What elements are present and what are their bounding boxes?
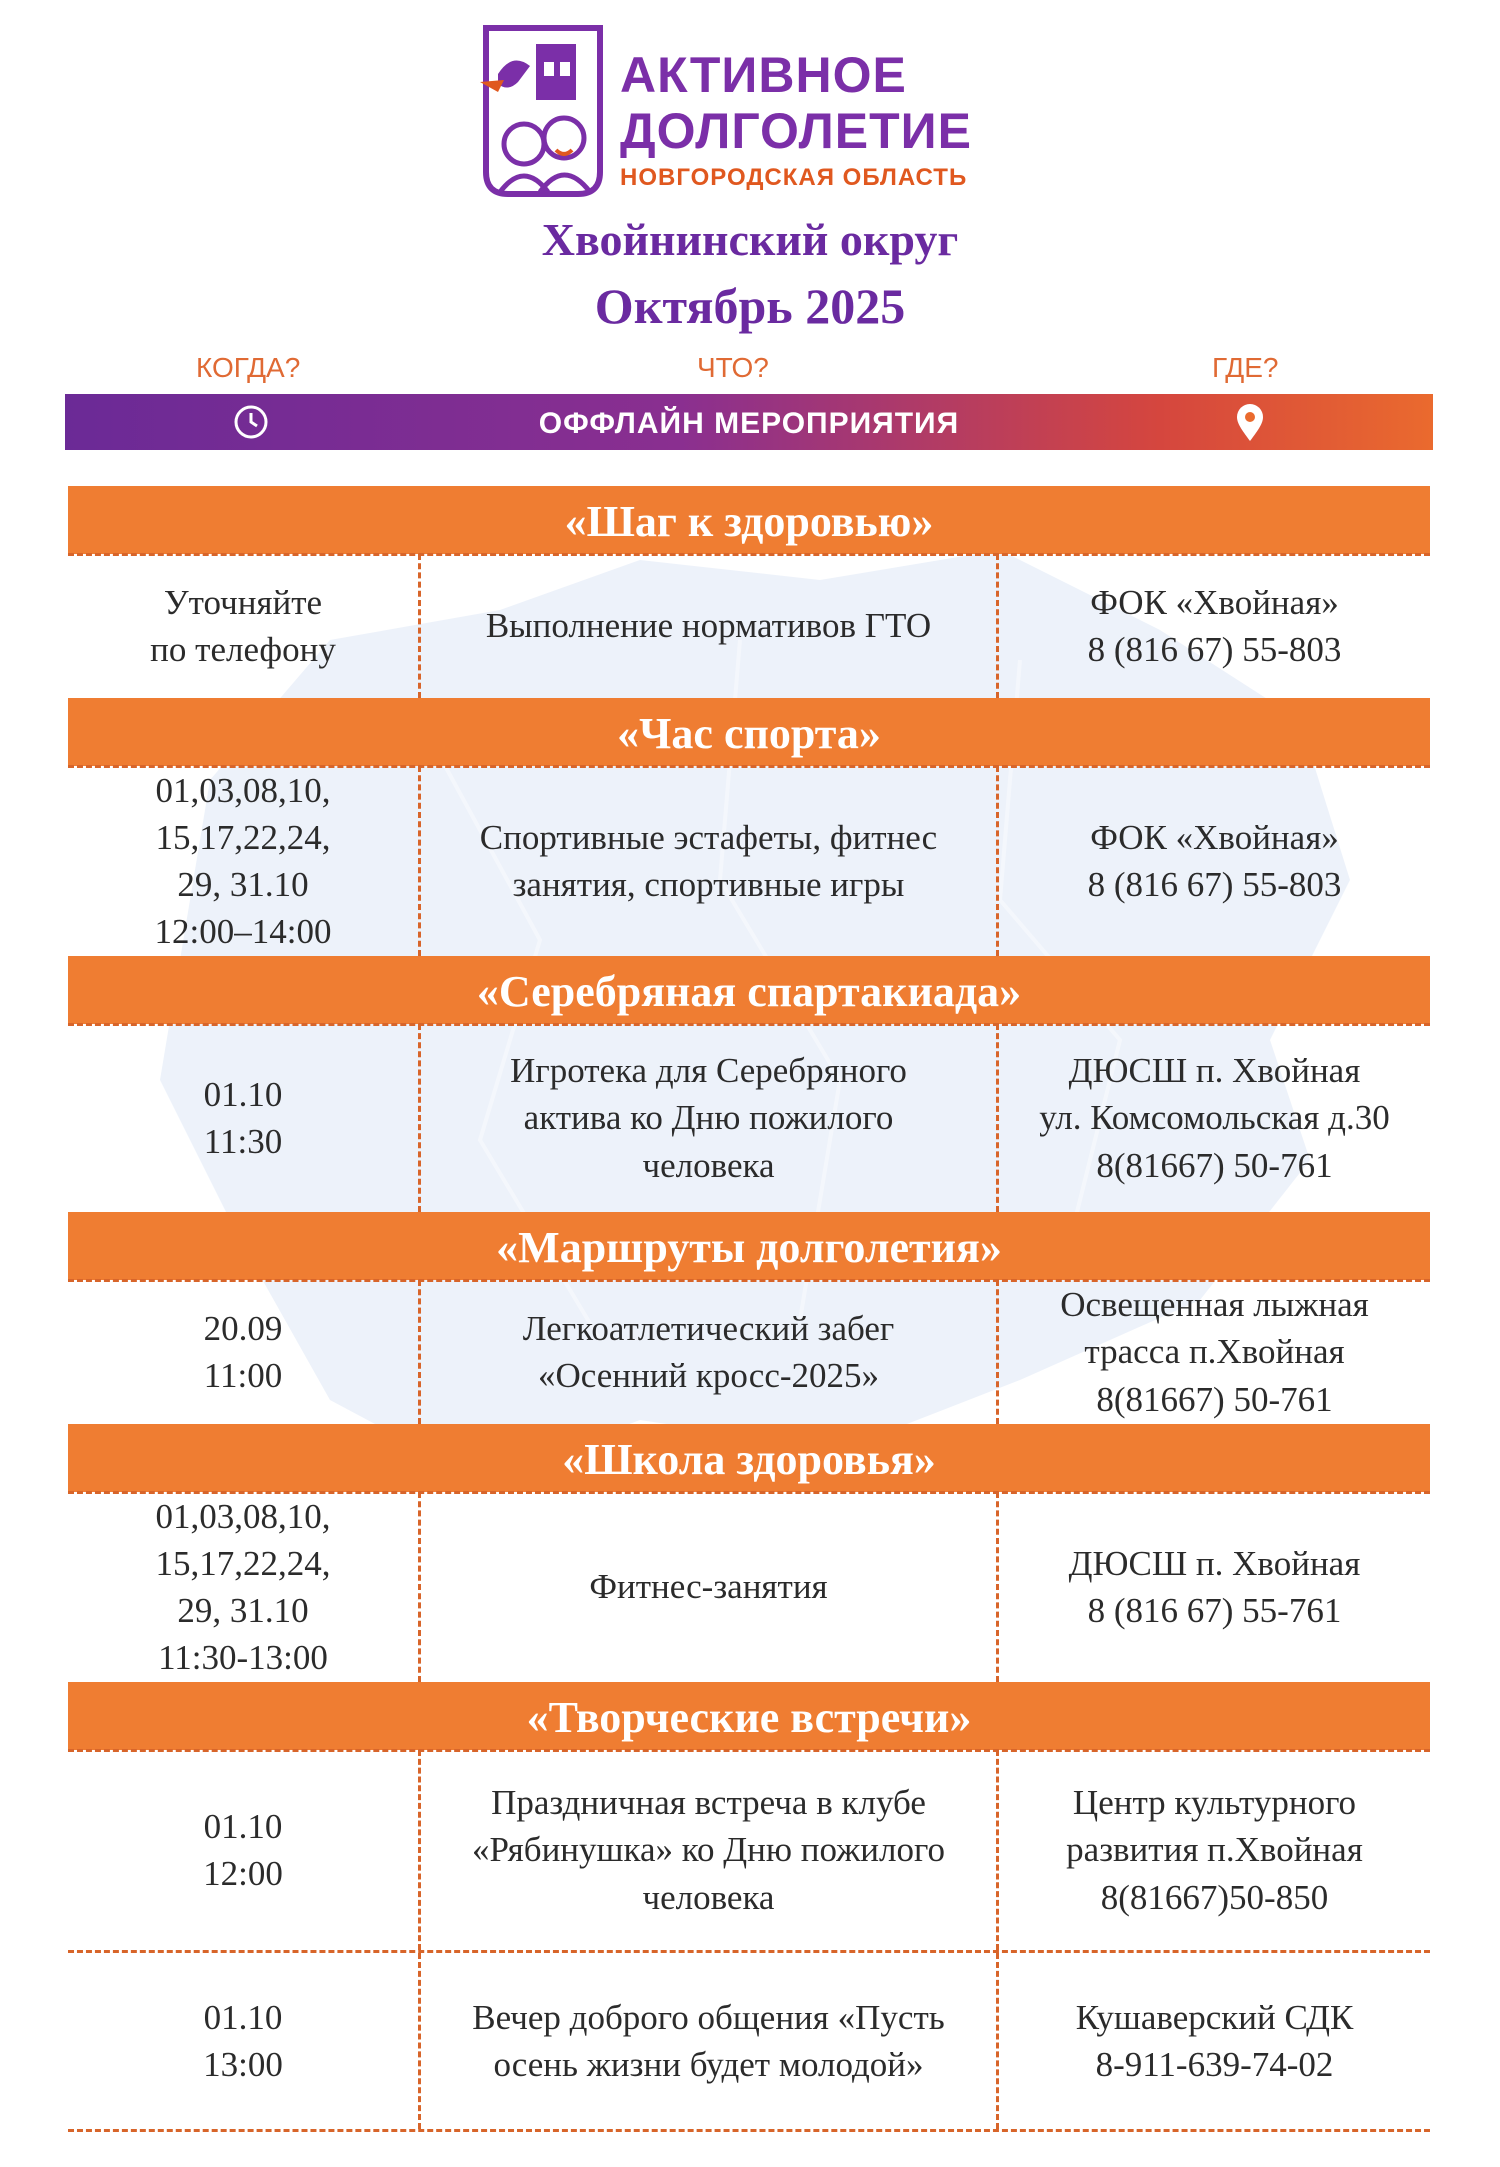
offline-events-banner [65,394,1433,450]
event-where: ДЮСШ п. Хвойная 8 (816 67) 55-761 [1068,1543,1361,1630]
event-what: Спортивные эстафеты, фитнес занятия, спортивные игры [421,766,999,956]
logo-line-2: ДОЛГОЛЕТИЕ [620,103,972,159]
event-where: Кушаверский СДК 8-911-639-74-02 [1075,1997,1354,2084]
event-what: Выполнение нормативов ГТО [421,554,999,698]
event-what: Праздничная встреча в клубе «Рябинушка» ко Дню пожилого человека [421,1750,999,1950]
event-when: 01,03,08,10, 15,17,22,24, 29, 31.10 11:30-13:00 [68,1492,421,1682]
events-table [68,486,1430,2132]
banner-text: ОФФЛАЙН МЕРОПРИЯТИЯ [538,407,960,440]
event-row [68,1024,1430,1212]
active-longevity-emblem-icon [478,22,608,200]
section-header: «Шаг к здоровью» [68,486,1430,554]
event-when: 01.10 12:00 [68,1750,421,1950]
event-when: 01,03,08,10, 15,17,22,24, 29, 31.10 12:00–14:00 [68,766,421,956]
label-what: ЧТО? [697,352,769,383]
label-where: ГДЕ? [1212,352,1279,383]
month-title: Октябрь 2025 [594,278,906,334]
event-what: Вечер доброго общения «Пусть осень жизни будет молодой» [421,1953,999,2129]
event-what: Игротека для Серебряного актива ко Дню пожилого человека [421,1024,999,1212]
section-header: «Маршруты долголетия» [68,1212,1430,1280]
logo-line-1: АКТИВНОЕ [620,47,907,103]
section-header: «Школа здоровья» [68,1424,1430,1492]
event-when: 01.10 13:00 [68,1953,421,2129]
location-pin-icon [1233,403,1267,443]
event-row [68,1280,1430,1424]
event-where: ФОК «Хвойная» 8 (816 67) 55-803 [1087,582,1342,669]
event-where: Освещенная лыжная трасса п.Хвойная 8(81667) 50-761 [1060,1285,1369,1419]
event-when: 20.09 11:00 [68,1280,421,1424]
event-row [68,1750,1430,1953]
section-header: «Творческие встречи» [68,1682,1430,1750]
event-row [68,1953,1430,2132]
event-when: Уточняйте по телефону [68,554,421,698]
event-where: Центр культурного развития п.Хвойная 8(81667)50-850 [1066,1783,1363,1917]
event-row [68,1492,1430,1682]
logo-region: НОВГОРОДСКАЯ ОБЛАСТЬ [620,164,968,191]
event-row [68,554,1430,698]
event-where: ФОК «Хвойная» 8 (816 67) 55-803 [1087,817,1342,904]
logo [478,22,1038,200]
event-row [68,766,1430,956]
section-header: «Серебряная спартакиада» [68,956,1430,1024]
label-when: КОГДА? [196,352,301,383]
event-what: Фитнес-занятия [421,1492,999,1682]
district-title: Хвойнинский округ [541,214,959,265]
event-when: 01.10 11:30 [68,1024,421,1212]
event-where: ДЮСШ п. Хвойная ул. Комсомольская д.30 8(81667) 50-761 [1039,1051,1390,1185]
section-header: «Час спорта» [68,698,1430,766]
event-what: Легкоатлетический забег «Осенний кросс-2025» [421,1280,999,1424]
